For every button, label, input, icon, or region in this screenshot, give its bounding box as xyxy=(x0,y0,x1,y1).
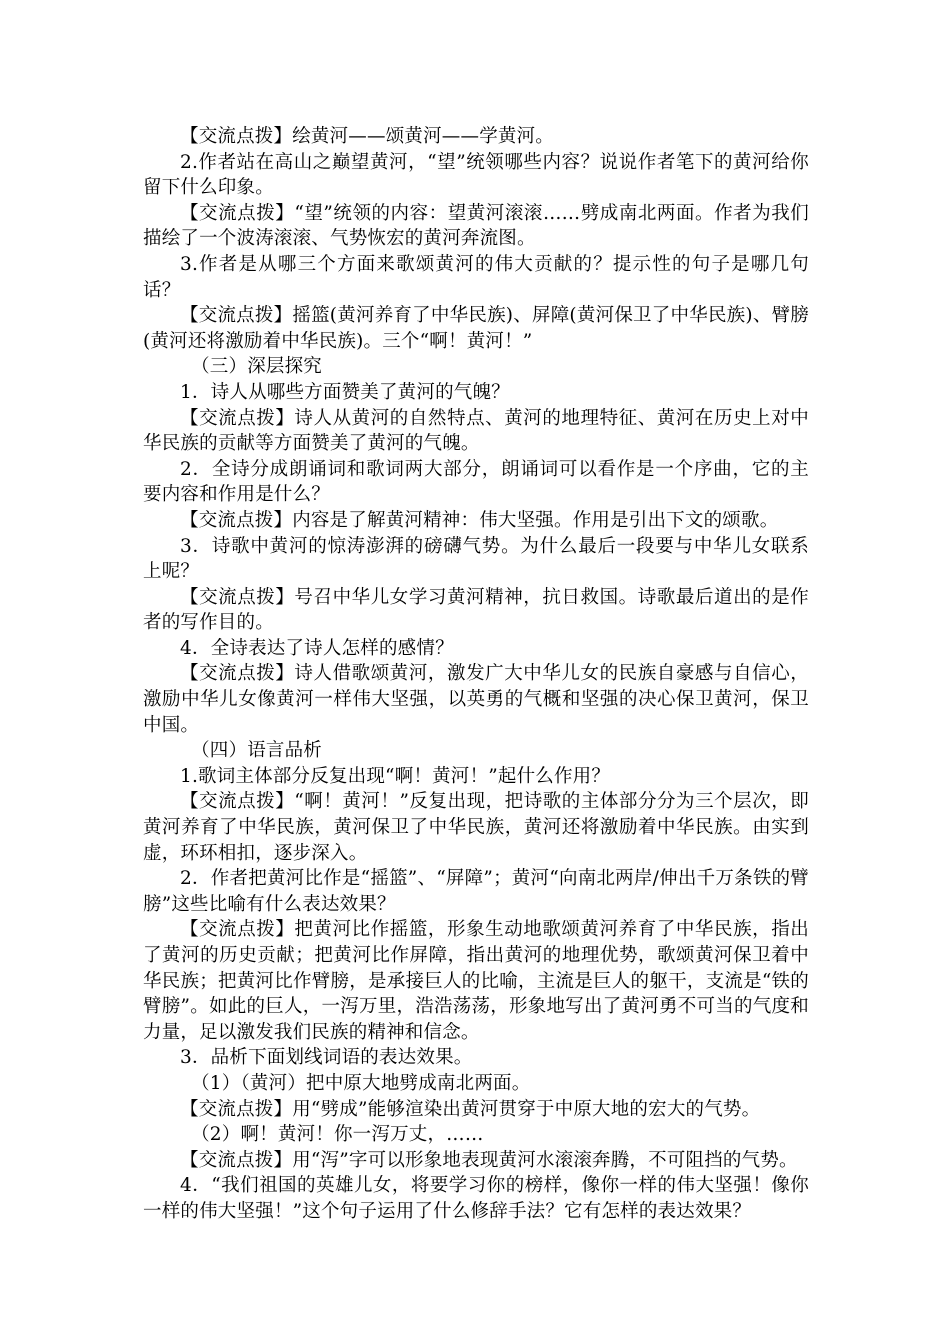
tip-paragraph: 【交流点拨】内容是了解黄河精神：伟大坚强。作用是引出下文的颂歌。 xyxy=(180,509,779,531)
language-question-2: 2．作者把黄河比作是“摇篮”、“屏障”；黄河“向南北两岸/伸出千万条铁的臂膀”这些比喻有什么表达效果？ xyxy=(143,868,809,915)
tip-paragraph: 【交流点拨】号召中华儿女学习黄河精神，抗日救国。诗歌最后道出的是作者的写作目的。 xyxy=(143,586,809,634)
tip-paragraph: 【交流点拨】“望”统领的内容：望黄河滚滚……劈成南北两面。作者为我们描绘了一个波涛滚滚、气势恢宏的黄河奔流图。 xyxy=(143,202,809,250)
sub-item-2: （2）啊！黄河！你一泻万丈，…… xyxy=(191,1124,484,1146)
language-question-1: 1.歌词主体部分反复出现“啊！黄河！”起什么作用？ xyxy=(180,765,611,787)
document-page xyxy=(143,124,809,1225)
tip-paragraph: 【交流点拨】摇篮(黄河养育了中华民族)、屏障(黄河保卫了中华民族)、臂膀(黄河还将激励着中华民族)。三个“啊！黄河！” xyxy=(143,305,809,352)
section-heading-4: （四）语言品析 xyxy=(191,740,322,762)
tip-paragraph: 【交流点拨】用“劈成”能够渲染出黄河贯穿于中原大地的宏大的气势。 xyxy=(180,1098,761,1120)
tip-paragraph: 【交流点拨】绘黄河——颂黄河——学黄河。 xyxy=(180,126,555,147)
deep-question-3: 3．诗歌中黄河的惊涛澎湃的磅礴气势。为什么最后一段要与中华儿女联系上呢？ xyxy=(143,535,809,583)
question-3: 3.作者是从哪三个方面来歌颂黄河的伟大贡献的？提示性的句子是哪几句话？ xyxy=(143,253,809,301)
deep-question-1: 1．诗人从哪些方面赞美了黄河的气魄？ xyxy=(180,381,510,403)
section-heading-3: （三）深层探究 xyxy=(191,356,322,378)
language-question-3: 3．品析下面划线词语的表达效果。 xyxy=(180,1047,473,1069)
deep-question-4: 4．全诗表达了诗人怎样的感情？ xyxy=(180,637,454,659)
question-2: 2.作者站在高山之巅望黄河，“望”统领哪些内容？说说作者笔下的黄河给你留下什么印象。 xyxy=(143,151,809,199)
sub-item-1: （1）（黄河）把中原大地劈成南北两面。 xyxy=(191,1072,531,1094)
deep-question-2: 2．全诗分成朗诵词和歌词两大部分，朗诵词可以看作是一个序曲，它的主要内容和作用是什么？ xyxy=(143,458,809,506)
tip-paragraph: 【交流点拨】用“泻”字可以形象地表现黄河水滚滚奔腾，不可阻挡的气势。 xyxy=(180,1149,798,1171)
tip-paragraph: 【交流点拨】“啊！黄河！”反复出现，把诗歌的主体部分分为三个层次，即黄河养育了中华民族，黄河保卫了中华民族，黄河还将激励着中华民族。由实到虚，环环相扣，逐步深入。 xyxy=(143,791,809,864)
tip-paragraph: 【交流点拨】诗人借歌颂黄河，激发广大中华儿女的民族自豪感与自信心，激励中华儿女像黄河一样伟大坚强，以英勇的气概和坚强的决心保卫黄河，保卫中国。 xyxy=(143,663,809,736)
language-question-4: 4．“我们祖国的英雄儿女，将要学习你的榜样，像你一样的伟大坚强！像你一样的伟大坚强！”这个句子运用了什么修辞手法？它有怎样的表达效果？ xyxy=(143,1175,809,1222)
tip-paragraph: 【交流点拨】诗人从黄河的自然特点、黄河的地理特征、黄河在历史上对中华民族的贡献等方面赞美了黄河的气魄。 xyxy=(143,407,809,455)
tip-paragraph: 【交流点拨】把黄河比作摇篮，形象生动地歌颂黄河养育了中华民族，指出了黄河的历史贡献；把黄河比作屏障，指出黄河的地理优势，歌颂黄河保卫着中华民族；把黄河比作臂膀，是承接巨人的比喻，主流是巨人的躯干，支流是“铁的臂膀”。如此的巨人，一泻万里，浩浩荡荡，形象地写出了黄河勇不可当的气度和力量，足以激发我们民族的精神和信念。 xyxy=(143,919,809,1043)
